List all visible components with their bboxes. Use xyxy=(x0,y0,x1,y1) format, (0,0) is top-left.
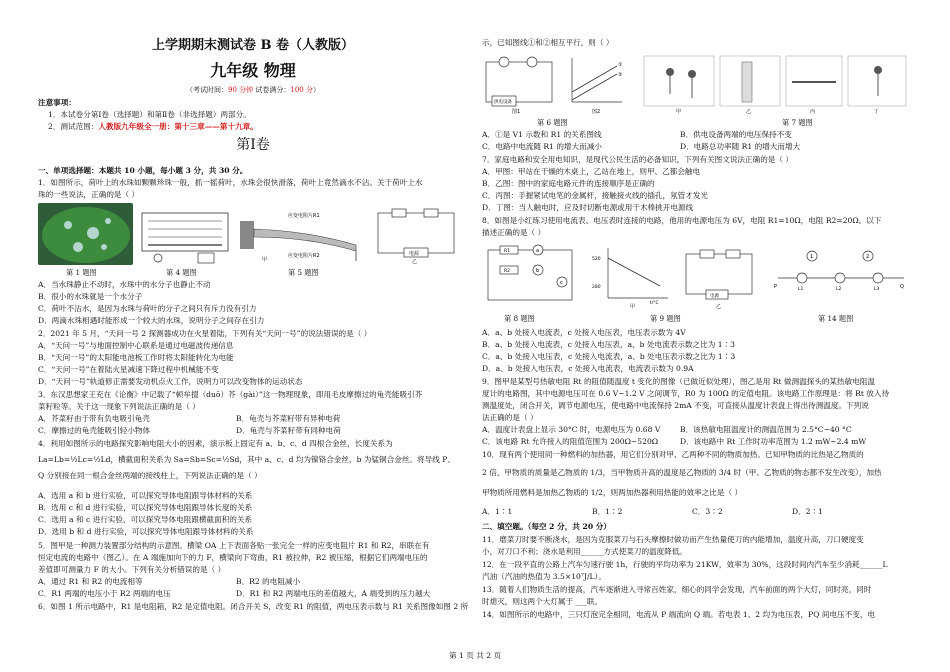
resistance-board-figure xyxy=(138,203,233,265)
lotus-leaf-illustration xyxy=(38,203,133,265)
q9-figure xyxy=(590,242,760,310)
svg-text:甲: 甲 xyxy=(676,109,682,114)
svg-text:图1: 图1 xyxy=(512,109,521,114)
q12-line2: 汽油（汽油的热值为 3.5×10⁷J/L）。 xyxy=(482,572,606,581)
q9-option-a: A．温度计表盘上显示 30°C 时，电源电压为 0.68 V xyxy=(482,425,661,434)
svg-text:1: 1 xyxy=(810,254,814,260)
exam-score: 100 分 xyxy=(290,86,313,94)
q8-option-c: C．a、b 处接入电压表，c 处接入电流表，a、b 处电压表示数之比为 1∶3 xyxy=(482,352,736,361)
q9-line4: 法正确的是（ ） xyxy=(482,413,538,422)
exam-meta: （考试时间：90 分钟 试卷满分：100 分） xyxy=(186,86,320,94)
q1-line2: 珠的一些说法，正确的是（ ） xyxy=(38,190,140,199)
svg-text:①: ① xyxy=(618,62,623,68)
exam-subject: 九年级 物理 xyxy=(210,61,296,80)
q6-line1: 6．如图 1 所示电路中，R1 是电阻箱，R2 是定值电阻。闭合开关 S，改变 R1 的阻值，两电压表示数与 R1 关系图像如图 2 所 xyxy=(38,602,469,611)
q6-circuit-and-graph xyxy=(482,52,632,114)
q6-figure xyxy=(482,52,632,114)
svg-text:280: 280 xyxy=(592,285,601,290)
svg-text:电源: 电源 xyxy=(710,294,719,299)
svg-text:R1: R1 xyxy=(504,249,510,254)
q5-line1: 5．图甲是一种测力装置部分结构的示意图。横梁 OA 上下表面各贴一张完全一样的应变电阻片 R1 和 R2，串联在有 xyxy=(38,541,430,550)
svg-text:图2: 图2 xyxy=(592,109,601,114)
q2-option-b: B．“天问一号”的太阳能电池板工作时将太阳能转化为电能 xyxy=(38,353,234,362)
q4-option-c: C．选用 a 和 c 进行实验，可以探究导体电阻跟横截面积的关系 xyxy=(38,515,253,524)
q1-option-b: B．很小的水珠就是一个水分子 xyxy=(38,292,143,301)
svg-text:L1: L1 xyxy=(798,287,804,292)
q12-line1: 12．在一段平直的公路上汽车匀速行驶 1h，行驶的平均功率为 21KW，效率为 30%，这段时间内汽车至少消耗______L xyxy=(482,560,888,569)
q14-figure xyxy=(772,242,910,310)
svg-text:乙: 乙 xyxy=(412,259,418,265)
svg-text:L3: L3 xyxy=(874,287,880,292)
exam-title: 上学期期末测试卷 B 卷（人教版） xyxy=(151,38,355,53)
q8-line2: 描述正确的是（ ） xyxy=(482,228,546,237)
q10-line3: 甲物质所用燃料是加热乙物质的 1/2，则两加热器利用热能的效率之比是（ ） xyxy=(482,488,743,497)
lotus-leaf-photo xyxy=(38,203,133,265)
q6-option-a: A．①是 V1 示数和 R1 的关系图线 xyxy=(482,130,602,139)
q5-option-a: A．通过 R1 和 R2 的电流相等 xyxy=(38,577,143,586)
svg-text:Q: Q xyxy=(900,284,904,290)
note-1: 1．本试卷分第Ⅰ卷（选择题）和第Ⅱ卷（非选择题）两部分。 xyxy=(48,110,251,119)
q2-option-a: A．“天问一号”与地面控制中心联系是通过电磁波传递信息 xyxy=(38,341,234,350)
svg-text:乙: 乙 xyxy=(716,304,722,310)
svg-text:丙: 丙 xyxy=(810,109,816,114)
q1-option-a: A．当水珠静止不动时，水珠中的水分子也静止不动 xyxy=(38,280,211,289)
q10-option-b: B．1∶2 xyxy=(592,507,623,516)
q8-option-d: D．a、b 处接入电压表，c 处接入电流表，电流表示数为 0.9A xyxy=(482,364,694,373)
q10-line2: 2 倍，甲物质的质量是乙物质的 1/3，当甲物质升高的温度是乙物质的 3/4 时（甲、乙物质的物态都不发生改变），加热 xyxy=(482,468,882,477)
q6-option-b: B．供电设备两端的电压保持不变 xyxy=(680,130,792,139)
q4-line2: La=Lb=½Lc=½Ld，横截面积关系为 Sa=Sb=Sc=½Sd，其中 a、c、d 均为镍铬合金丝，b 为锰铜合金丝。将导线 P、 xyxy=(38,455,455,464)
q3-line2: 菜籽粒等。关于这一现象下列说法正确的是（ ） xyxy=(38,402,200,411)
q11-line1: 11．磨菜刀时要不断浇水，是因为克服菜刀与石头摩擦时做功而产生热量使刀的内能增加，温度升高，刀口硬度变 xyxy=(482,535,864,544)
q7-option-b: B．乙图：图中的家庭电路元件的连接顺序是正确的 xyxy=(482,179,655,188)
svg-text:丁: 丁 xyxy=(874,109,880,114)
q2-option-c: C．“天问一号”在着陆火星减速下降过程中机械能不变 xyxy=(38,365,219,374)
svg-text:520: 520 xyxy=(592,257,601,262)
q8-line1: 8．如图是小红练习使用电流表、电压表时连接的电路，他用的电源电压为 6V，电阻 R1=10Ω，电阻 R2=20Ω。以下 xyxy=(482,216,882,225)
q3-option-a: A．芥菜籽由于带有负电吸引龟壳 xyxy=(38,414,150,423)
q1-line1: 1．如图所示，荷叶上的水珠如颗颗珍珠一般，抓一摇荷叶，水珠会很快滑落，荷叶上竟然滴水不沾。关于荷叶上水 xyxy=(38,178,423,187)
q9-option-c: C．该电路 Rt 允许接入的阻值范围为 200Ω~520Ω xyxy=(482,437,659,446)
q6-line2: 示，已知图线①和②相互平行，则（ ） xyxy=(482,38,614,47)
svg-text:t/°C: t/°C xyxy=(650,301,659,306)
caption-fig14: 第 14 题图 xyxy=(818,314,854,323)
svg-text:R2: R2 xyxy=(504,269,510,274)
q4-option-a: A．选用 a 和 b 进行实验，可以探究导体电阻跟导体材料的关系 xyxy=(38,491,253,500)
q10-option-a: A．1∶1 xyxy=(482,507,513,516)
q7-figure xyxy=(642,52,910,114)
section1-heading: 一、单项选择题：本题共 10 小题，每小题 3 分，共 30 分。 xyxy=(38,166,248,175)
strain-circuit-figure xyxy=(368,203,463,265)
force-beam-figure xyxy=(238,203,363,265)
q7-option-c: C．丙图：手握紧试电笔的金属杆，接触接火线的插孔，氖管才发光 xyxy=(482,191,709,200)
svg-text:②: ② xyxy=(618,72,623,78)
q4-option-d: D．选用 b 和 d 进行实验，可以探究导体电阻跟导体材料的关系 xyxy=(38,527,254,536)
q4-option-b: B．选用 c 和 d 进行实验，可以探究导体电阻跟导体长度的关系 xyxy=(38,503,253,512)
q8-option-a: A．a、b 处接入电流表，c 处接入电压表，电压表示数为 4V xyxy=(482,328,686,337)
svg-text:乙: 乙 xyxy=(746,109,752,114)
svg-text:应变电阻片R2: 应变电阻片R2 xyxy=(288,253,320,259)
q1-option-d: D．两滴水珠相遇时能形成一个较大的水珠，说明分子之间存在引力 xyxy=(38,316,265,325)
q3-option-d: D．龟壳与芥菜籽带有同种电荷 xyxy=(236,426,341,435)
svg-text:P: P xyxy=(774,284,778,290)
q5-option-b: B．R2 的电阻减小 xyxy=(236,577,301,586)
caption-fig4: 第 4 题图 xyxy=(166,268,197,277)
svg-text:2: 2 xyxy=(866,254,870,260)
resistance-board-diagram xyxy=(138,203,233,265)
svg-text:电源: 电源 xyxy=(409,251,420,257)
page-footer: 第 1 页 共 2 页 xyxy=(448,651,502,660)
q5-line2: 恒定电流的电路中（图乙）。在 A 端施加向下的力 F，横梁向下弯曲，R1 被拉伸，R2 被压缩，根据它们两端电压的 xyxy=(38,553,428,562)
q13-line1: 13．随着人们物质生活的提高，汽车逐渐进入寻常百姓家，细心的同学会发现，汽车前面的两个大灯，同时亮，同时 xyxy=(482,585,872,594)
q10-option-c: C．3∶2 xyxy=(692,507,723,516)
q3-line1: 3．东汉思想家王充在《论衡》中记载了“顿牟掇（duō）芥（gài）”这一物理现象，即用毛皮摩擦过的龟壳能吸引芥 xyxy=(38,390,423,399)
svg-text:a: a xyxy=(536,248,540,254)
q9-option-b: B．该热敏电阻温度计的测温范围为 2.5°C~40 °C xyxy=(680,425,852,434)
strain-circuit-diagram xyxy=(368,203,463,265)
caption-fig1: 第 1 题图 xyxy=(66,268,97,277)
q2-line1: 2．2021 年 5 月，“天问一号 2 探测器成功在火星着陆，下列有关“天问一号”的说法错误的是（ ） xyxy=(38,329,372,338)
q8-option-b: B．a、b 处接入电流表，c 处接入电压表，a、b 处电流表示数之比为 1∶3 xyxy=(482,340,735,349)
q9-line1: 9．图甲是某型号热敏电阻 Rt 的阻值随温度 t 变化的图像（已做近似处理），图乙是用 Rt 做测温探头的某热敏电阻温 xyxy=(482,377,876,386)
q7-option-d: D．丁图：当人触电时，应及时切断电源或用干木棒挑开电源线 xyxy=(482,203,694,212)
part1-heading: 第Ⅰ卷 xyxy=(236,137,270,153)
svg-text:L2: L2 xyxy=(836,287,842,292)
q5-option-c: C．R1 两端的电压小于 R2 两端的电压 xyxy=(38,589,171,598)
q4-line1: 4．利用如图所示的电路探究影响电阻大小的因素，演示板上固定有 a、b、c、d 四根合金丝，长度关系为 xyxy=(38,439,393,448)
svg-text:甲: 甲 xyxy=(262,257,268,263)
exam-time: 90 分钟 xyxy=(228,86,254,94)
q9-option-d: D．该电路中 Rt 工作时功率范围为 1.2 mW~2.4 mW xyxy=(680,437,867,446)
q13-line2: 时熄灭，则这两个大灯属于 ___联。 xyxy=(482,597,603,606)
q1-option-c: C．荷叶不沾水，是因为水珠与荷叶的分子之间只有斥力没有引力 xyxy=(38,304,257,313)
q10-line1: 10．现有两个使用同一种燃料的加热器，用它们分别对甲、乙两种不同的物质加热。已知甲物质的比热是乙物质的 xyxy=(482,450,864,459)
section2-heading: 二、填空题。（每空 2 分，共 20 分） xyxy=(482,522,611,531)
svg-text:应变电阻片R1: 应变电阻片R1 xyxy=(288,213,320,219)
caption-fig6: 第 6 题图 xyxy=(537,118,568,127)
svg-text:c: c xyxy=(560,280,563,286)
q11-line2: 小，对刀口不利；浇水是利用______方式使菜刀的温度降低。 xyxy=(482,547,688,556)
svg-text:甲: 甲 xyxy=(630,304,636,310)
q9-line2: 度计的电路图，其中电源电压可在 0.6 V~1.2 V 之间调节，R0 为 100Ω 的定值电阻。该电路工作原理是：将 Rt 放入待 xyxy=(482,389,890,398)
q6-option-d: D．电路总功率随 R1 的增大而增大 xyxy=(680,142,801,151)
q6-option-c: C．电路中电流随 R1 的增大而减小 xyxy=(482,142,602,151)
q7-safety-pictures xyxy=(642,52,910,114)
q7-line1: 7．家庭电路和安全用电知识，是现代公民生活的必备知识，下列有关图文说法正确的是（ ） xyxy=(482,155,793,164)
caption-fig9: 第 9 题图 xyxy=(650,314,681,323)
note-2: 2．测试范围：人教版九年级全一册：第十三章——第十九章。 xyxy=(48,122,258,131)
notes-heading: 注意事项： xyxy=(38,98,76,107)
q8-figure xyxy=(482,242,582,310)
q10-option-d: D．2∶1 xyxy=(792,507,823,516)
q4-line3: Q 分别接在同一根合金丝两端的接线柱上，下列说法正确的是（ ） xyxy=(38,471,262,480)
q5-line3: 差值即可测量力 F 的大小。下列有关分析错误的是（ ） xyxy=(38,565,226,574)
svg-text:供电设备: 供电设备 xyxy=(494,100,512,105)
svg-text:b: b xyxy=(536,268,540,274)
force-beam-diagram xyxy=(238,203,363,265)
q3-option-b: B．龟壳与芥菜籽带有异种电荷 xyxy=(236,414,341,423)
q14-line1: 14．如图所示的电路中，三只灯泡完全相同，电流从 P 端流向 Q 端。若电表 1、2 均为电压表，PQ 间电压不变，电 xyxy=(482,610,876,619)
caption-fig7: 第 7 题图 xyxy=(782,118,813,127)
q9-line3: 测温度处，闭合开关，调节电源电压，使电路中电流保持 2mA 不变，可直接从温度计表盘上得出待测温度。下列说 xyxy=(482,401,869,410)
caption-fig5: 第 5 题图 xyxy=(288,268,319,277)
caption-fig8: 第 8 题图 xyxy=(504,314,535,323)
q2-option-d: D．“天问一号”轨道修正需要发动机点火工作，说明力可以改变物体的运动状态 xyxy=(38,377,303,386)
q8-circuit xyxy=(482,242,582,310)
q14-circuit xyxy=(772,242,910,310)
q7-option-a: A．甲图：甲站在干燥的木桌上，乙站在地上，则甲、乙都会触电 xyxy=(482,167,701,176)
q9-graph-and-circuit xyxy=(590,242,760,310)
q5-option-d: D．R1 和 R2 两端电压的差值越大，A 端受到的压力越大 xyxy=(236,589,431,598)
q3-option-c: C．摩擦过的龟壳能吸引轻小物体 xyxy=(38,426,151,435)
